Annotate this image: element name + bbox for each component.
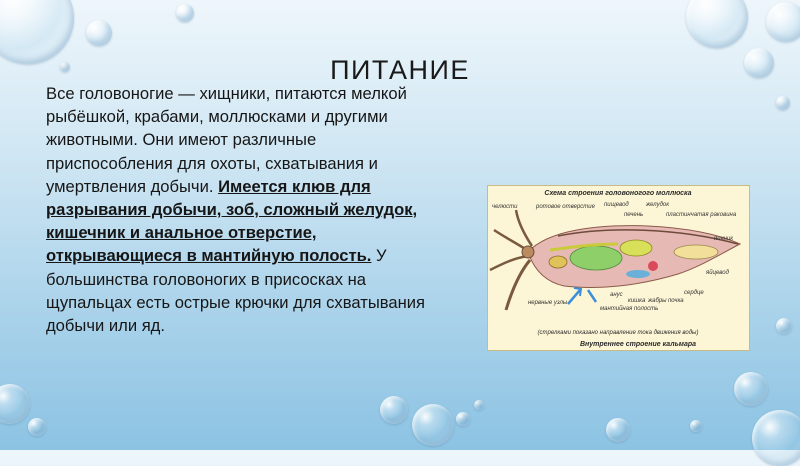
label-mantle-cavity: мантийная полость	[600, 306, 659, 312]
ganglia-shape	[549, 256, 567, 268]
bubble-decoration	[0, 384, 30, 424]
figure-caption: Внутреннее строение кальмара	[579, 341, 697, 348]
bubble-decoration	[734, 372, 768, 406]
tentacle	[506, 260, 530, 310]
label-heart: сердце	[684, 290, 704, 296]
body-outro: У большинства головоногих в присосках на щупальцах есть острые крючки для схватывания добычи или яд.	[46, 246, 426, 336]
bubble-decoration	[686, 0, 748, 48]
slide-title: ПИТАНИЕ	[330, 55, 470, 85]
liver-shape	[570, 246, 622, 270]
gills-shape	[626, 270, 650, 278]
label-shell: пластинчатая раковина	[666, 212, 737, 218]
squid-anatomy-figure	[487, 185, 750, 351]
ovary-shape	[674, 245, 718, 259]
label-jaws: челюсти	[492, 204, 518, 210]
label-anus: анус	[610, 292, 623, 298]
label-nerve-ganglia: нервные узлы	[528, 300, 568, 306]
label-oviduct: яйцевод	[706, 270, 729, 276]
figure-title: Схема строения головоногого моллюска	[544, 190, 692, 197]
bubble-decoration	[86, 20, 112, 46]
bubble-decoration	[776, 318, 792, 334]
bubble-decoration	[456, 412, 470, 426]
bubble-decoration	[690, 420, 702, 432]
jaws-shape	[522, 246, 534, 258]
bubble-decoration	[606, 418, 630, 442]
tentacle	[490, 256, 528, 270]
slide-body-text	[46, 82, 446, 337]
label-kidney: почка	[668, 298, 684, 304]
bubble-decoration	[412, 404, 454, 446]
bubble-decoration	[766, 2, 800, 42]
stomach-shape	[620, 240, 652, 256]
label-stomach: желудок	[646, 202, 670, 208]
bubble-decoration	[176, 4, 194, 22]
label-gills: жабры	[648, 298, 667, 304]
label-esophagus: пищевод	[604, 202, 629, 208]
water-arrow	[588, 290, 596, 302]
label-intestine: кишка	[628, 298, 646, 304]
body-intro: Все головоногие — хищники, питаются мелкой рыбёшкой, крабами, моллюсками и другими животными. Они имеют различные приспособления для охоты, схватывания и умертвления добычи.	[46, 84, 407, 196]
squid-diagram	[488, 186, 749, 350]
heart-shape	[648, 261, 658, 271]
bubble-decoration	[380, 396, 408, 424]
body-emphasis: Имеется клюв для разрывания добычи, зоб, сложный желудок, кишечник и анальное отверстие, открывающиеся в мантийную полость.	[46, 176, 418, 266]
water-arrow	[568, 290, 580, 304]
label-liver: печень	[624, 212, 644, 218]
bubble-decoration	[474, 400, 484, 410]
label-mouth: ротовое отверстие	[536, 204, 595, 210]
bubble-decoration	[28, 418, 46, 436]
figure-note: (стрелками показано направление тока движения воды)	[537, 330, 699, 336]
label-ovary: яичник	[714, 236, 734, 242]
bubble-decoration	[752, 410, 800, 466]
bubble-decoration	[776, 96, 790, 110]
tentacle	[516, 210, 532, 246]
